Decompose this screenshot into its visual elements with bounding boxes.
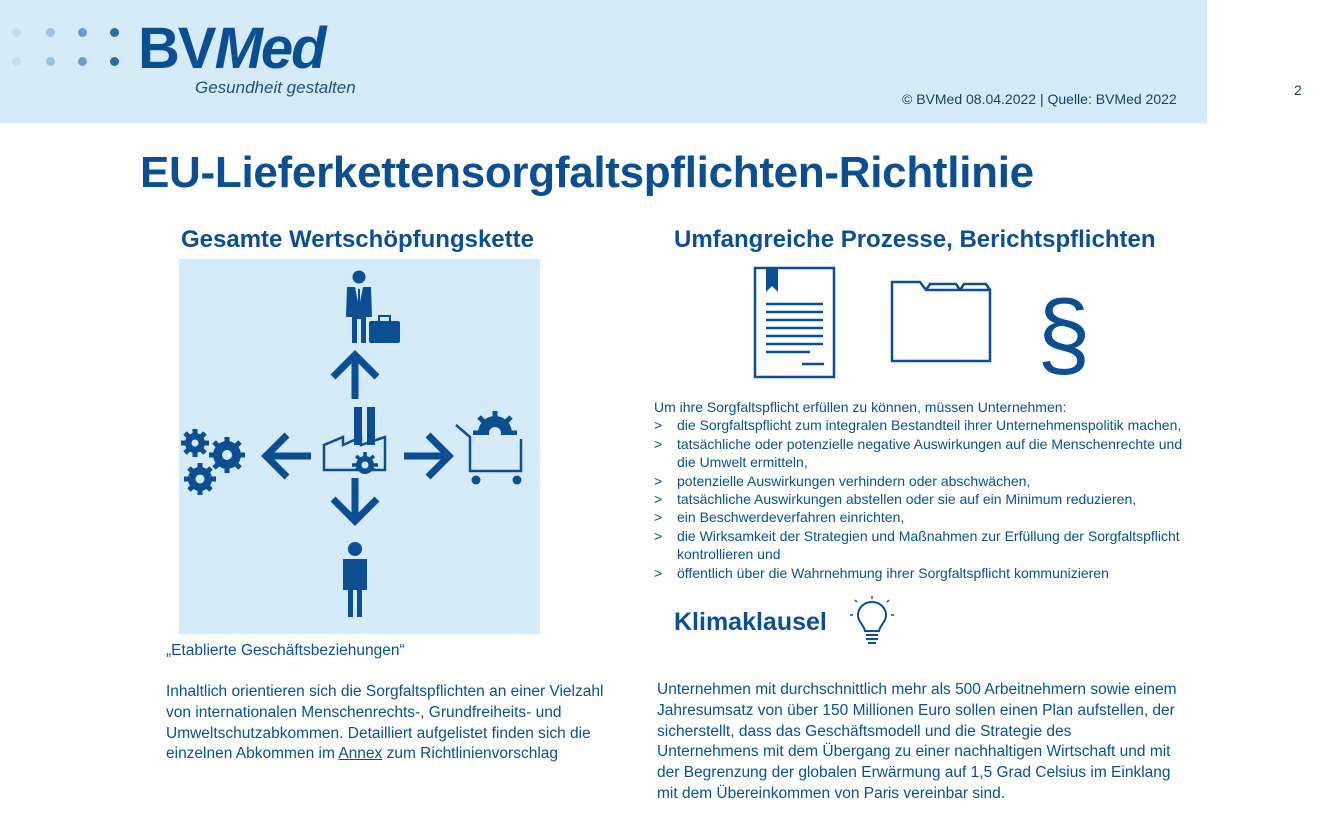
list-item: [654, 508, 1194, 526]
bullet-marker: >: [654, 435, 663, 452]
duty-text: potenzielle Auswirkungen verhindern oder abschwächen,: [677, 472, 1031, 489]
list-item: [654, 416, 1194, 434]
page-title: EU-Lieferkettensorgfaltspflichten-Richtlinie: [140, 148, 1034, 197]
duty-text: tatsächliche Auswirkungen abstellen oder sie auf ein Minimum reduzieren,: [677, 491, 1137, 508]
person-icon: [343, 542, 367, 617]
lightbulb-icon: [850, 596, 894, 646]
duties-intro: Um ihre Sorgfaltspflicht erfüllen zu können, müssen Unternehmen:: [654, 399, 1067, 415]
left-paragraph: [166, 682, 611, 765]
list-item: [654, 435, 1194, 472]
logo-dot: [78, 57, 87, 66]
left-paragraph-text: Inhaltlich orientieren sich die Sorgfaltspflichten an einer Vielzahl von internationalen Menschenrechts-, Grundfreiheits- und Umweltschutzabkommen. Detailliert aufgelistet finden sich die einzelnen Abkommen im: [166, 683, 604, 763]
duty-text: öffentlich über die Wahrnehmung ihrer Sorgfaltspflicht kommunizieren: [677, 564, 1109, 581]
arrow-up-icon: [333, 355, 377, 399]
bullet-marker: >: [654, 417, 663, 434]
arrow-right-icon: [404, 435, 449, 477]
logo-primary: BV: [138, 16, 215, 81]
logo-dot: [12, 57, 21, 66]
left-heading: Gesamte Wertschöpfungskette: [181, 226, 534, 253]
duty-text: die Sorgfaltspflicht zum integralen Bestandteil ihrer Unternehmenspolitik machen,: [677, 417, 1182, 434]
right-heading: Umfangreiche Prozesse, Berichtspflichten: [674, 226, 1156, 253]
page-number: 2: [1294, 82, 1302, 98]
logo-secondary: Med: [214, 16, 325, 81]
duty-text: tatsächliche oder potenzielle negative Auswirkungen auf die Menschenrechte und die Umwelt ermitteln,: [677, 435, 1183, 471]
left-paragraph-tail: zum Richtlinienvorschlag: [382, 745, 559, 763]
logo-dot: [46, 28, 55, 37]
gears-icon: [181, 429, 245, 495]
paragraph-icon: §: [1037, 281, 1091, 384]
bullet-marker: >: [654, 527, 663, 544]
tagline: Gesundheit gestalten: [195, 78, 356, 97]
logo-dot: [110, 57, 119, 66]
klima-paragraph: Unternehmen mit durchschnittlich mehr als 500 Arbeitnehmern sowie einem Jahresumsatz von über 150 Millionen Euro sollen einen Plan aufstellen, der sicherstellt, dass das Geschäftsmodell und die Strategie des Unternehmens mit dem Übergang zu einer nachhaltigen Wirtschaft und mit der Begrenzung der globalen Erwärmung auf 1,5 Grad Celsius im Einklang mit dem Übereinkommen von Paris vereinbar sind.: [657, 681, 1177, 802]
bullet-marker: >: [654, 491, 663, 508]
businessman-icon: [346, 271, 372, 344]
duties-list: [654, 398, 1194, 582]
arrow-down-icon: [333, 478, 377, 521]
folder-icon: [892, 282, 990, 361]
list-item: [654, 527, 1194, 564]
factory-icon: [324, 407, 385, 474]
list-item: [654, 472, 1194, 490]
briefcase-icon: [369, 316, 400, 343]
logo-dot: [78, 28, 87, 37]
annex-link[interactable]: Annex: [338, 745, 383, 763]
value-chain-diagram: [179, 259, 540, 634]
quote-established-relations: „Etablierte Geschäftsbeziehungen“: [166, 642, 405, 659]
klima-heading: Klimaklausel: [674, 608, 827, 636]
bvmed-logo: [138, 16, 325, 82]
list-item: [654, 490, 1194, 508]
cart-gear-icon: [456, 411, 525, 485]
list-item: [654, 564, 1194, 582]
arrow-left-icon: [266, 435, 311, 477]
copyright-source: © BVMed 08.04.2022 | Quelle: BVMed 2022: [902, 91, 1177, 107]
duty-text: die Wirksamkeit der Strategien und Maßnahmen zur Erfüllung der Sorgfaltspflicht kontrollieren und: [677, 527, 1180, 563]
logo-dot: [12, 28, 21, 37]
duty-text: ein Beschwerdeverfahren einrichten,: [677, 509, 905, 526]
bullet-marker: >: [654, 509, 663, 526]
logo-dots: [12, 24, 122, 70]
logo-dot: [110, 28, 119, 37]
document-icon: [755, 268, 834, 377]
bullet-marker: >: [654, 472, 663, 489]
bullet-marker: >: [654, 564, 663, 581]
process-icons: [750, 264, 1110, 384]
logo-dot: [46, 57, 55, 66]
